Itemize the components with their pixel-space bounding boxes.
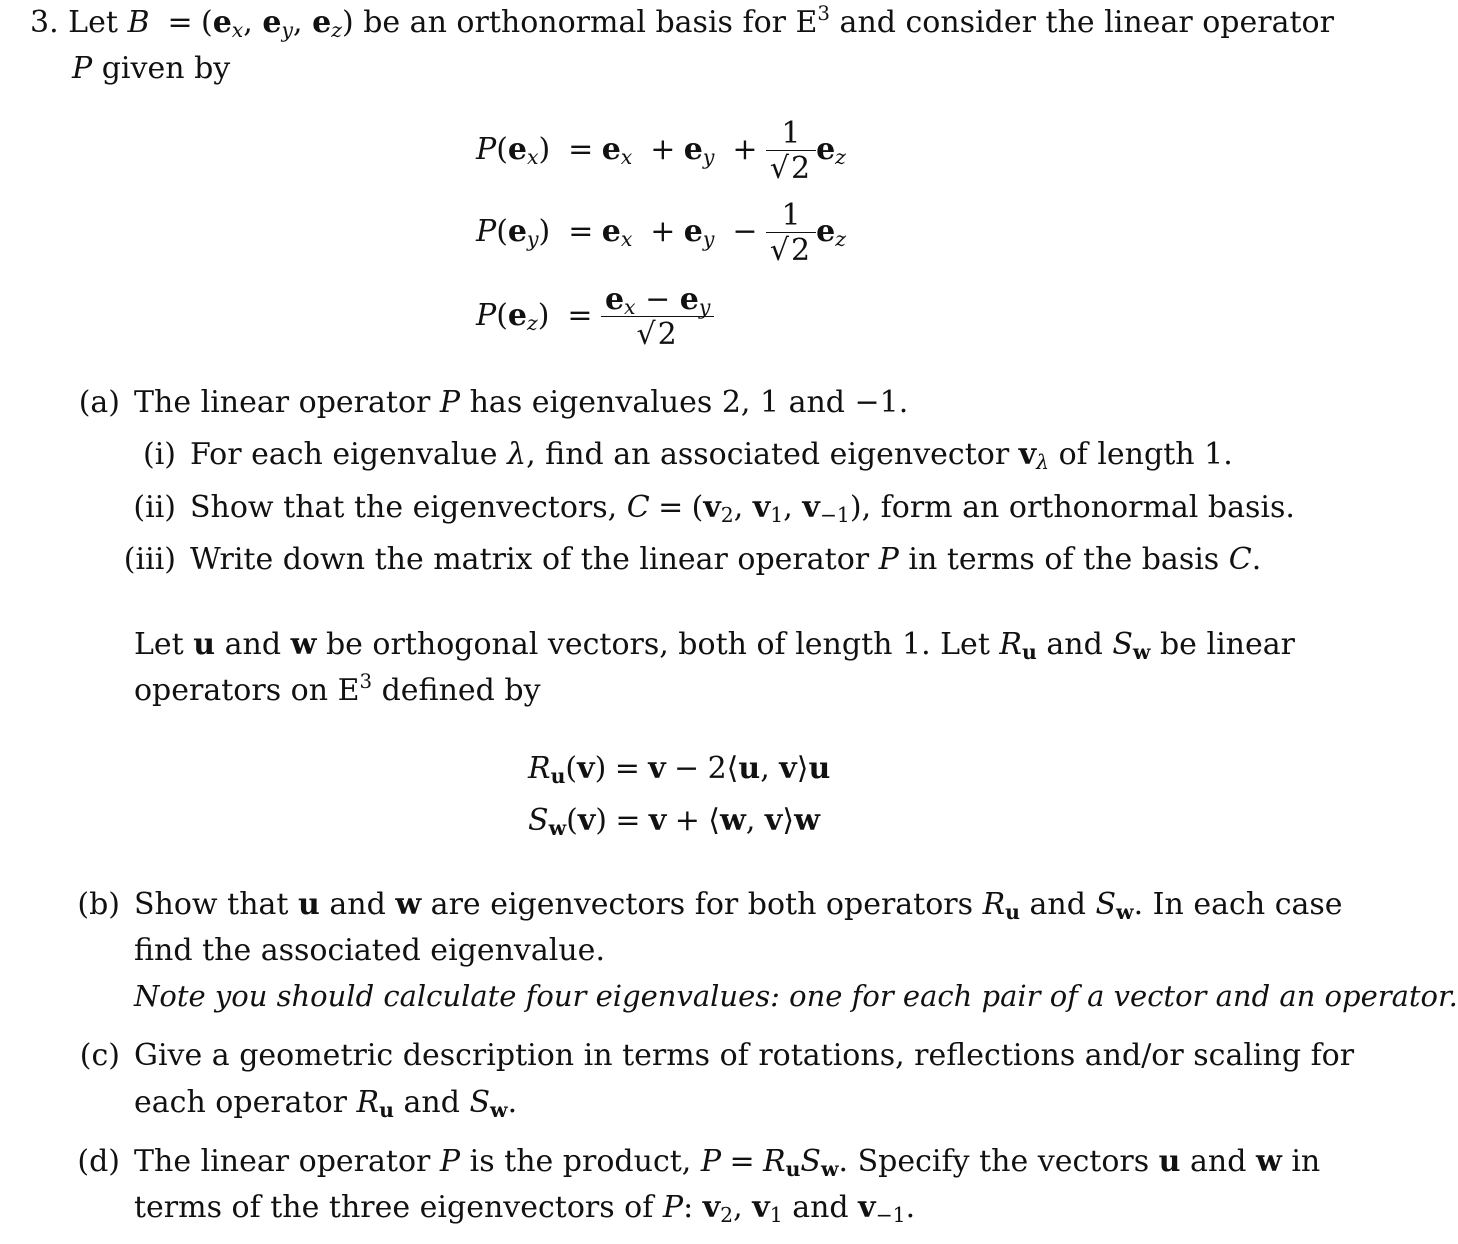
part-d-line-1: The linear operator P is the product, $P = R_uS_w$. Specify the vectors u and w in: [134, 1144, 1321, 1182]
part-b-line-2: find the associated eigenvalue.: [134, 933, 605, 968]
fraction-ex-minus-ey-over-root-two: $\frac{e_x - e_y}{√2}$: [601, 284, 714, 350]
part-a-iii-text: Write down the matrix of the linear operator P in terms of the basis C.: [190, 542, 1262, 577]
part-a-text: The linear operator P has eigenvalues 2, 1 and −1.: [134, 385, 909, 420]
question-intro-line-1: 3. Let $B = (e_x$, $e_y$, $e_z$) be an orthonormal basis for $E^3$ and consider the linear operator: [30, 2, 1334, 43]
part-b-note: Note you should calculate four eigenvalues: one for each pair of a vector and an operator.: [134, 979, 1458, 1013]
part-a-iii-label: (iii): [123, 542, 176, 577]
question-intro-line-2: P given by: [72, 51, 231, 86]
fraction-one-over-root-two: $\frac{1}{√2}$: [766, 118, 816, 184]
equation-R-u: $R_u(v) = v$ − 2⟨u, v⟩u: [528, 751, 831, 789]
basis-symbol-B: B: [127, 5, 150, 40]
part-d-line-2: terms of the three eigenvectors of P: $v_2$, $v_1$ and $v_{-1}$.: [134, 1190, 916, 1228]
part-a-i-text: For each eigenvalue λ, find an associated eigenvector $v_\lambda$ of length 1.: [190, 437, 1233, 475]
equation-P-ey: $P(e_y) = e_x + e_y$ − $\frac{1}{√2}$ $e_z$: [476, 198, 846, 268]
part-b-line-1: Show that u and w are eigenvectors for both operators $R_u$ and $S_w$. In each case: [134, 887, 1343, 925]
part-a-i-label: (i): [142, 437, 176, 472]
equation-S-w: $S_w(v) = v$ + ⟨w, v⟩w: [528, 803, 820, 841]
part-d-label: (d): [77, 1144, 120, 1179]
euclidean-space-symbol: E: [795, 5, 818, 40]
part-a-label: (a): [78, 385, 120, 420]
paragraph-line-2: operators on $E^3$ defined by: [134, 670, 541, 708]
part-c-line-2: each operator $R_u$ and $S_w$.: [134, 1085, 518, 1123]
part-a-ii-label: (ii): [133, 490, 176, 525]
part-c-line-1: Give a geometric description in terms of rotations, reflections and/or scaling for: [134, 1038, 1355, 1073]
fraction-one-over-root-two: $\frac{1}{√2}$: [766, 200, 816, 266]
paragraph-line-1: Let u and w be orthogonal vectors, both of length 1. Let $R_u$ and $S_w$ be linear: [134, 627, 1295, 665]
question-number: 3.: [30, 5, 59, 40]
part-c-label: (c): [79, 1038, 120, 1073]
equation-P-ez: $P(e_z)$ = $\frac{e_x - e_y}{√2}$: [476, 284, 714, 350]
part-b-label: (b): [77, 887, 120, 922]
equation-P-ex: $P(e_x) = e_x + e_y$ + $\frac{1}{√2}$ $e_z$: [476, 116, 846, 186]
part-a-ii-text: Show that the eigenvectors, $C = (v_2$, $v_1$, $v_{-1}$), form an orthonormal basis.: [190, 490, 1295, 528]
